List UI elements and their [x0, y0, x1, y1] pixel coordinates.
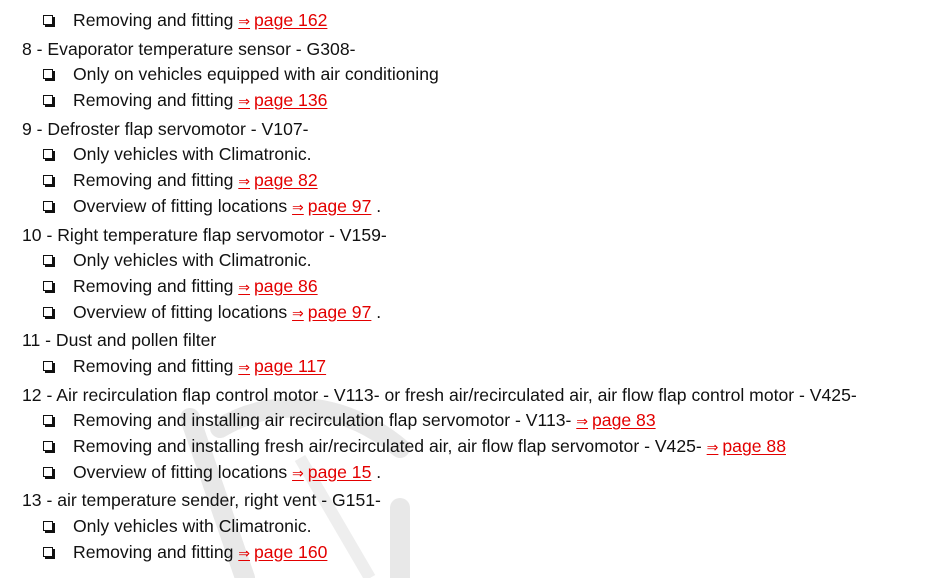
page-reference-label: page 136	[254, 90, 328, 111]
page-reference-link[interactable]	[292, 462, 371, 482]
checklist-item	[0, 354, 940, 380]
double-arrow-icon: ⇒	[238, 93, 251, 110]
heading-text: 10 - Right temperature flap servomotor - V159-	[22, 224, 387, 245]
page-reference-link[interactable]	[238, 170, 317, 190]
component-heading	[0, 223, 940, 249]
double-arrow-icon: ⇒	[238, 278, 251, 295]
page-reference-link[interactable]	[238, 542, 327, 562]
checklist-item	[0, 142, 940, 168]
checkbox-bullet-icon	[43, 281, 53, 291]
heading-text: 8 - Evaporator temperature sensor - G308-	[22, 38, 356, 59]
page-reference-label: page 160	[254, 541, 328, 562]
page-reference-link[interactable]	[238, 356, 326, 376]
item-text: Overview of fitting locations	[73, 301, 293, 322]
page-reference-link[interactable]	[292, 302, 371, 322]
item-text: Only vehicles with Climatronic.	[73, 250, 312, 271]
page-reference-label: page 97	[307, 195, 372, 216]
page-reference-link[interactable]	[238, 10, 327, 30]
page-reference-link[interactable]	[292, 196, 371, 216]
page-reference-link[interactable]	[238, 276, 317, 296]
checklist-item	[0, 514, 940, 540]
checklist-item	[0, 8, 940, 34]
checklist-item	[0, 62, 940, 88]
checkbox-bullet-icon	[43, 15, 53, 25]
checkbox-bullet-icon	[43, 467, 53, 477]
double-arrow-icon: ⇒	[238, 13, 251, 29]
checkbox-bullet-icon	[43, 415, 53, 425]
double-arrow-icon: ⇒	[576, 413, 589, 430]
page-reference-label: page 117	[254, 355, 327, 376]
checklist-item	[0, 408, 940, 434]
checkbox-bullet-icon	[43, 547, 53, 557]
page-reference-label: page 86	[254, 275, 318, 296]
item-suffix: .	[371, 301, 382, 322]
double-arrow-icon: ⇒	[292, 304, 304, 321]
checklist-item	[0, 540, 940, 566]
heading-text: 11 - Dust and pollen filter	[22, 330, 217, 351]
double-arrow-icon: ⇒	[706, 439, 719, 455]
item-text: Overview of fitting locations	[73, 461, 293, 482]
item-text: Removing and installing fresh air/recirculated air, air flow flap servomotor - V425-	[73, 436, 707, 456]
item-text: Removing and fitting	[73, 10, 239, 30]
component-heading	[0, 383, 940, 409]
item-text: Removing and fitting	[73, 90, 239, 111]
checkbox-bullet-icon	[43, 521, 53, 531]
item-text: Only vehicles with Climatronic.	[73, 516, 312, 537]
double-arrow-icon: ⇒	[238, 358, 251, 375]
page-reference-label: page 83	[592, 410, 656, 431]
item-text: Removing and fitting	[73, 170, 239, 191]
component-heading	[0, 37, 940, 63]
checklist-item	[0, 248, 940, 274]
item-text: Only on vehicles equipped with air conditioning	[73, 64, 439, 85]
checkbox-bullet-icon	[43, 69, 53, 79]
checkbox-bullet-icon	[43, 307, 53, 317]
page-reference-label: page 15	[307, 461, 372, 482]
checkbox-bullet-icon	[43, 441, 53, 451]
double-arrow-icon: ⇒	[292, 198, 304, 215]
checklist-item	[0, 168, 940, 194]
component-heading	[0, 328, 940, 354]
checklist-item	[0, 194, 940, 220]
checkbox-bullet-icon	[43, 175, 53, 185]
double-arrow-icon: ⇒	[238, 173, 251, 190]
item-text: Removing and fitting	[73, 541, 239, 562]
checkbox-bullet-icon	[43, 149, 53, 159]
item-text: Only vehicles with Climatronic.	[73, 144, 312, 165]
page-reference-link[interactable]	[576, 410, 655, 430]
page-reference-label: page 88	[722, 436, 786, 456]
page-reference-link[interactable]	[238, 90, 327, 110]
checklist-item	[0, 460, 940, 486]
checklist-item	[0, 88, 940, 114]
item-suffix: .	[371, 461, 382, 482]
checklist-item	[0, 300, 940, 326]
double-arrow-icon: ⇒	[238, 544, 251, 561]
item-suffix: .	[371, 195, 382, 216]
page-reference-link[interactable]	[707, 436, 786, 456]
checklist-item	[0, 274, 940, 300]
checkbox-bullet-icon	[43, 361, 53, 371]
heading-text: 13 - air temperature sender, right vent - G151-	[22, 490, 381, 511]
checkbox-bullet-icon	[43, 201, 53, 211]
heading-text: 9 - Defroster flap servomotor - V107-	[22, 118, 309, 139]
checklist-item	[0, 434, 940, 460]
checkbox-bullet-icon	[43, 95, 53, 105]
page-reference-label: page 82	[254, 170, 318, 191]
component-heading	[0, 488, 940, 514]
heading-text: 12 - Air recirculation flap control motor - V113- or fresh air/recirculated air, air flow flap control motor - V425-	[22, 384, 857, 405]
page-reference-label: page 162	[254, 10, 328, 30]
checkbox-bullet-icon	[43, 255, 53, 265]
item-text: Removing and installing air recirculation flap servomotor - V113-	[73, 410, 577, 431]
component-heading	[0, 117, 940, 143]
item-text: Removing and fitting	[73, 355, 239, 376]
double-arrow-icon: ⇒	[292, 464, 304, 481]
item-text: Removing and fitting	[73, 275, 239, 296]
item-text: Overview of fitting locations	[73, 195, 293, 216]
page-reference-label: page 97	[307, 301, 372, 322]
